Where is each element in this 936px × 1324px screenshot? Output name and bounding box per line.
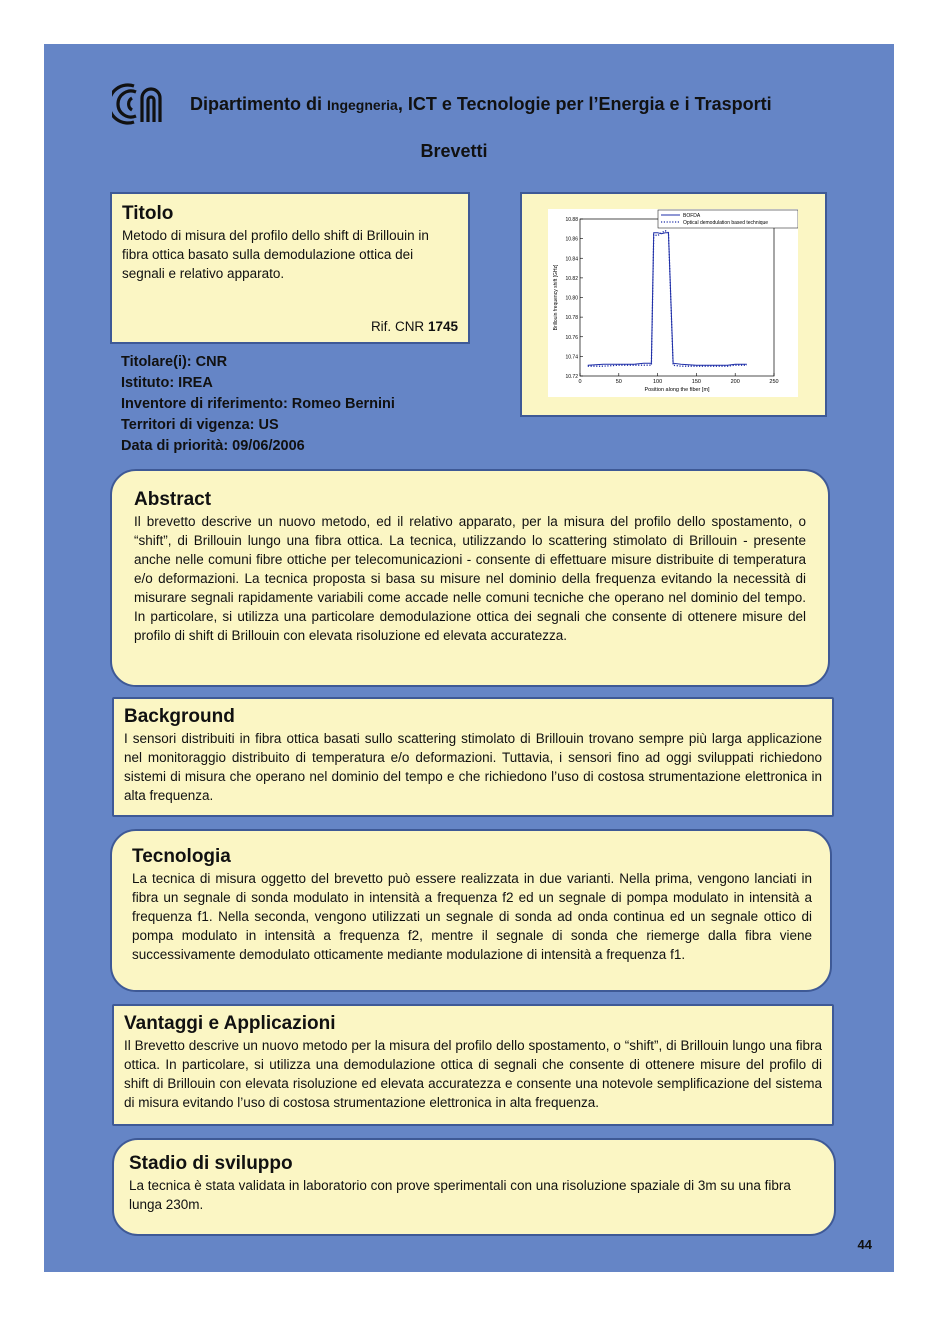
tecnologia-box [110,829,832,992]
page-number: 44 [857,1237,872,1252]
chart-box [520,192,827,417]
legend-label-1: BOFDA [683,213,701,219]
titolo-box [110,192,470,344]
section-subtitle: Brevetti [420,141,488,161]
abstract-heading: Abstract [134,489,212,510]
stadio-heading: Stadio di sviluppo [129,1153,293,1174]
y-tick-label: 10.86 [565,236,578,243]
cnr-logo [112,82,164,126]
meta-data: Data di priorità: 09/06/2006 [121,438,305,454]
abstract-box [110,469,830,687]
x-tick-label: 0 [578,379,582,385]
background-box [112,697,834,817]
y-axis-label: Brillouin frequency shift [GHz] [553,264,559,331]
y-tick-label: 10.76 [565,334,578,341]
vantaggi-heading: Vantaggi e Applicazioni [124,1013,336,1034]
tecnologia-heading: Tecnologia [132,846,231,867]
y-tick-label: 10.72 [565,374,578,380]
legend-label-2: Optical demodulation based technique [683,220,769,226]
y-tick-label: 10.84 [565,256,578,263]
titolo-text: Metodo di misura del profilo dello shift di Brillouin in fibra ottica basato sulla demodulazione ottica dei segnali e relativo apparato. [122,228,429,281]
department-header: Dipartimento di Ingegneria, ICT e Tecnologie per l’Energia e i Trasporti [190,94,772,114]
meta-territori: Territori di vigenza: US [121,417,279,433]
meta-titolare: Titolare(i): CNR [121,354,228,370]
rif-cnr [371,319,458,334]
vantaggi-box [112,1004,834,1126]
y-tick-label: 10.78 [565,315,578,322]
rif-number: 1745 [427,319,458,334]
patent-metadata [121,352,395,457]
x-tick-label: 100 [653,379,663,385]
x-axis-label: Position along the fiber [m] [644,387,710,393]
poster-panel [44,44,894,1272]
background-text: I sensori distribuiti in fibra ottica basati sullo scattering stimolato di Brillouin trovano sempre più larga applicazione nel monitoraggio distribuito di temperatura e/o deformazioni. Tuttavia, i sensori fino ad oggi sviluppati richiedono sistemi di misura che operano nel dominio del tempo e che richiedono l’uso di costosa strumentazione elettronica in alta frequenza. [124,731,822,803]
meta-istituto: Istituto: IREA [121,375,213,391]
plot-frame [580,219,774,376]
x-tick-label: 50 [615,379,622,385]
y-tick-label: 10.80 [565,295,578,302]
brillouin-chart [548,209,798,397]
stadio-text: La tecnica è stata validata in laboratorio con prove sperimentali con una risoluzione spaziale di 3m su una fibra lunga 230m. [129,1178,791,1212]
tecnologia-text: La tecnica di misura oggetto del brevetto può essere realizzata in due varianti. Nella prima, vengono lanciati in fibra un segnale di sonda modulato in intensità a frequenza f2 ed un segnale di pompa modulato in intensità a frequenza f1. Nella seconda, vengono utilizzati un segnale di sonda ad onda continua ed un segnale ottico di pompa modulato in intensità a frequenza f2, mentre il segnale di sonda che riemerge dalla fibra viene successivamente demodulato otticamente mediante modulazione di intensità a frequenza f1. [132,871,812,962]
y-tick-label: 10.74 [565,354,578,361]
x-tick-label: 150 [691,379,701,385]
titolo-heading: Titolo [122,203,174,224]
rif-label: Rif. CNR [370,319,425,334]
meta-inventore: Inventore di riferimento: Romeo Bernini [121,396,395,412]
abstract-text: Il brevetto descrive un nuovo metodo, ed il relativo apparato, per la misura del profilo dello spostamento, o “shift”, di Brillouin lungo una fibra ottica. La tecnica, utilizzando lo scattering stimolato di Brillouin - presente anche nelle comuni fibre ottiche per telecomunicazioni - consente di effettuare misure distribuite di temperatura e/o deformazioni. La tecnica proposta si basa su misure nel dominio della frequenza evitando la necessità di misurare segnali rapidamente variabili come accade nelle comuni tecniche che operano nel dominio del tempo. In particolare, si utilizza una particolare demodulazione ottica dei segnali che consente di ottenere misure del profilo di shift di Brillouin con elevata risoluzione ed elevata accuratezza. [134,514,806,643]
x-tick-label: 200 [730,379,740,385]
y-tick-label: 10.82 [565,275,578,282]
y-tick-label: 10.88 [565,217,578,223]
chart-area [548,209,798,397]
background-heading: Background [124,706,235,727]
x-tick-label: 250 [769,379,779,385]
vantaggi-text: Il Brevetto descrive un nuovo metodo per la misura del profilo dello spostamento, o “shift”, di Brillouin lungo una fibra ottica. In particolare, si utilizza una demodulazione ottica di segnali che consente di ottenere misure del profilo di shift di Brillouin con elevata risoluzione ed elevata accuratezza e consente una notevole semplificazione del sistema di misura evitando l’uso di costosa strumentazione elettronica in alta frequenza. [124,1038,822,1110]
stadio-box [112,1138,836,1236]
